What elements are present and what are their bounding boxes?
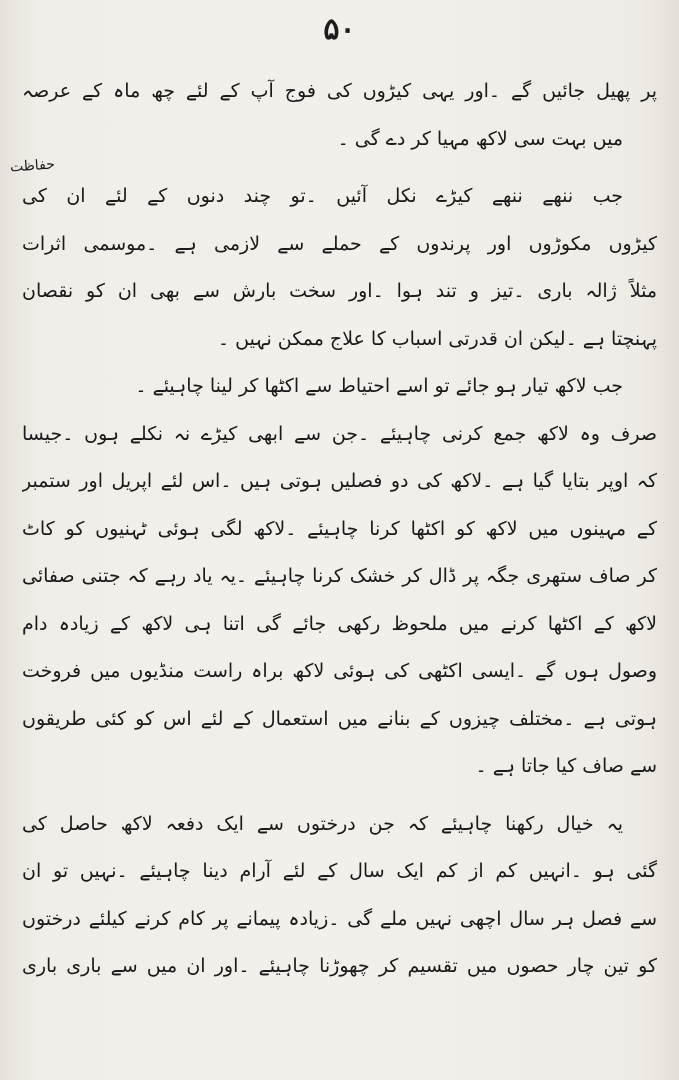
page-number: ۵۰ bbox=[323, 12, 356, 47]
text-line: صرف وہ لاکھ جمع کرنی چاہیئے ۔جن سے ابھی کیڑے نہ نکلے ہوں ۔جیسا bbox=[22, 422, 657, 445]
text-line: کو تین چار حصوں میں تقسیم کر چھوڑنا چاہیئے ۔اور ان میں سے باری باری bbox=[22, 955, 657, 977]
text-line: پر پھیل جائیں گے ۔اور یہی کیڑوں کی فوج آپ کے لئے چھ ماہ کے عرصہ bbox=[22, 80, 657, 102]
text-line: گئی ہو ۔انہیں کم از کم ایک سال کے لئے آرام دینا چاہیئے ۔نہیں تو ان bbox=[22, 860, 657, 882]
text-line: ہوتی ہے ۔مختلف چیزوں کے بنانے میں استعمال کے لئے اس کو کئی طریقوں bbox=[22, 707, 657, 730]
margin-note: حفاظت bbox=[9, 156, 56, 176]
page-body bbox=[22, 68, 657, 991]
paragraph-3 bbox=[22, 801, 657, 991]
paragraph-2 bbox=[22, 173, 657, 791]
text-line: سے فصل ہر سال اچھی نہیں ملے گی ۔زیادہ پیمانے پر کام کرنے کیلئے درختوں bbox=[22, 907, 657, 930]
text-line: کے مہینوں میں لاکھ کو اکٹھا کرنا چاہیئے ۔لاکھ لگی ہوئی ٹہنیوں کو کاٹ bbox=[22, 517, 657, 540]
text-line: کیڑوں مکوڑوں اور پرندوں کے حملے سے لازمی ہے ۔موسمی اثرات bbox=[22, 232, 657, 255]
text-line: سے صاف کیا جاتا ہے ۔ bbox=[475, 755, 657, 777]
text-line: میں بہت سی لاکھ مہیا کر دے گی ۔ bbox=[337, 127, 623, 150]
text-line: پہنچتا ہے ۔لیکن ان قدرتی اسباب کا علاج ممکن نہیں ۔ bbox=[217, 327, 657, 350]
text-line: جب ننھے ننھے کیڑے نکل آئیں ۔تو چند دنوں کے لئے ان کی bbox=[22, 185, 623, 207]
text-line: کر صاف ستھری جگہ پر ڈال کر خشک کرنا چاہیئے ۔یہ یاد رہے کہ جتنی صفائی bbox=[22, 565, 657, 587]
paragraph-1 bbox=[22, 68, 657, 163]
text-line: یہ خیال رکھنا چاہیئے کہ جن درختوں سے ایک دفعہ لاکھ حاصل کی bbox=[22, 812, 623, 835]
text-line: جب لاکھ تیار ہو جائے تو اسے احتیاط سے اکٹھا کر لینا چاہیئے ۔ bbox=[135, 375, 623, 397]
text-line: کہ اوپر بتایا گیا ہے ۔لاکھ کی دو فصلیں ہوتی ہیں ۔اس لئے اپریل اور ستمبر bbox=[22, 470, 657, 492]
text-line: لاکھ کے اکٹھا کرنے میں ملحوظ رکھی جائے گی اتنا ہی لاکھ کے زیادہ دام bbox=[22, 612, 657, 635]
text-line: وصول ہوں گے ۔ایسی اکٹھی کی ہوئی لاکھ براہ راست منڈیوں میں فروخت bbox=[22, 660, 657, 682]
text-line: مثلاً ژالہ باری ۔تیز و تند ہوا ۔اور سخت بارش سے بھی ان کو نقصان bbox=[22, 280, 657, 302]
